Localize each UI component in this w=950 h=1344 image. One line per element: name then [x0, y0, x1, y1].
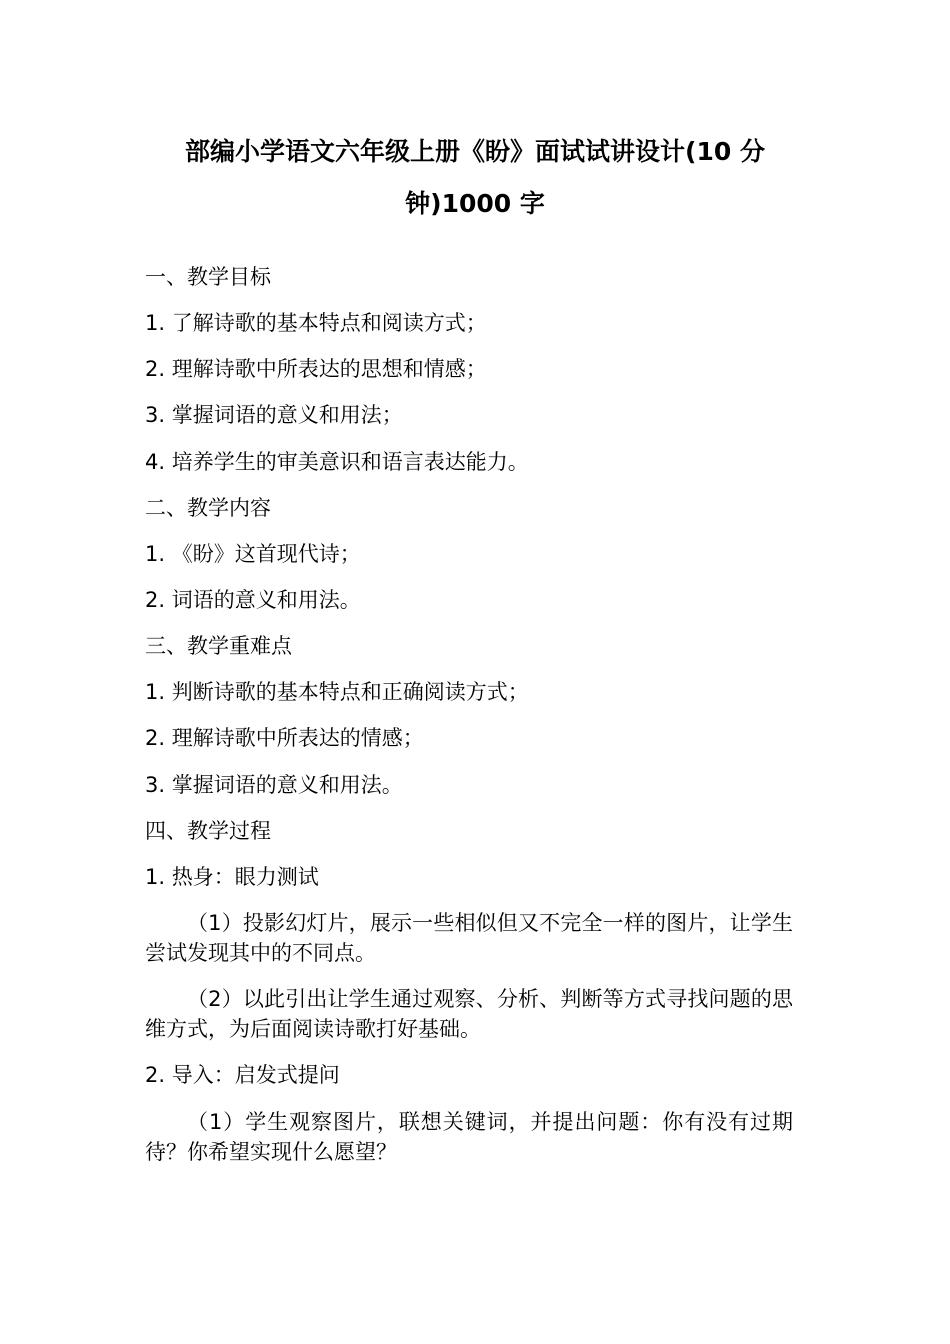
process-step: 1. 热身：眼力测试 — [145, 865, 319, 889]
process-paragraph: （1）学生观察图片，联想关键词，并提出问题：你有没有过期待？你希望实现什么愿望？ — [145, 1110, 793, 1164]
section-heading-content: 二、教学内容 — [145, 496, 271, 520]
process-step: 2. 导入：启发式提问 — [145, 1063, 340, 1087]
objective-item: 1. 了解诗歌的基本特点和阅读方式； — [145, 311, 487, 335]
section-heading-objectives: 一、教学目标 — [145, 265, 271, 289]
section-heading-process: 四、教学过程 — [145, 819, 271, 843]
process-paragraph: （1）投影幻灯片，展示一些相似但又不完全一样的图片，让学生尝试发现其中的不同点。 — [145, 911, 793, 965]
key-point-item: 2. 理解诗歌中所表达的情感； — [145, 726, 424, 750]
document-title-line-2: 钟)1000 字 — [405, 189, 545, 218]
objective-item: 3. 掌握词语的意义和用法； — [145, 403, 403, 427]
section-heading-key-points: 三、教学重难点 — [145, 634, 292, 658]
content-item: 2. 词语的意义和用法。 — [145, 588, 361, 612]
content-item: 1. 《盼》这首现代诗； — [145, 542, 361, 566]
key-point-item: 3. 掌握词语的意义和用法。 — [145, 773, 403, 797]
document-title-line-1: 部编小学语文六年级上册《盼》面试试讲设计(10 分 — [185, 137, 765, 166]
objective-item: 4. 培养学生的审美意识和语言表达能力。 — [145, 450, 529, 474]
key-point-item: 1. 判断诗歌的基本特点和正确阅读方式； — [145, 680, 529, 704]
process-paragraph: （2）以此引出让学生通过观察、分析、判断等方式寻找问题的思维方式，为后面阅读诗歌打好基础。 — [145, 987, 793, 1041]
objective-item: 2. 理解诗歌中所表达的思想和情感； — [145, 357, 487, 381]
